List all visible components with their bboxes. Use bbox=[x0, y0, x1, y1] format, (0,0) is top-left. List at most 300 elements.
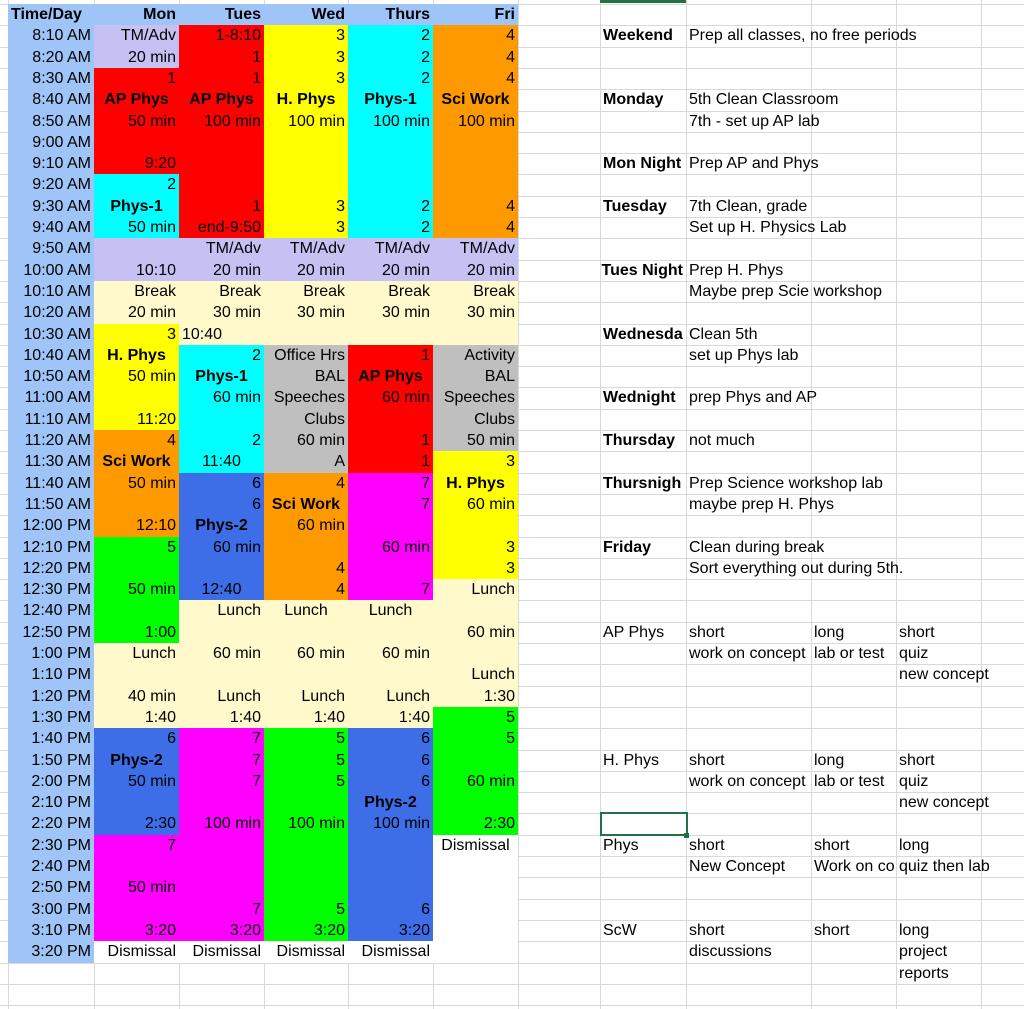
note-day-label[interactable]: Thursnigh bbox=[603, 475, 682, 492]
plan-cell[interactable]: quiz bbox=[899, 645, 929, 662]
schedule-cell-wed[interactable]: BAL bbox=[264, 366, 348, 387]
plan-cell[interactable]: quiz then lab bbox=[899, 858, 990, 875]
schedule-cell-mon[interactable] bbox=[94, 856, 179, 877]
schedule-cell-mon[interactable]: 40 min bbox=[94, 686, 179, 707]
schedule-cell-thu[interactable]: Lunch bbox=[348, 600, 433, 622]
schedule-cell-thu[interactable]: Break bbox=[348, 281, 433, 302]
time-cell[interactable]: 2:10 PM bbox=[8, 792, 94, 813]
time-cell[interactable]: 3:10 PM bbox=[8, 920, 94, 941]
schedule-cell-thu[interactable]: 6 bbox=[348, 771, 433, 792]
time-cell[interactable]: 8:20 AM bbox=[8, 47, 94, 68]
time-cell[interactable]: 11:00 AM bbox=[8, 387, 94, 409]
schedule-cell-mon[interactable]: 50 min bbox=[94, 366, 179, 387]
schedule-cell-thu[interactable] bbox=[348, 153, 433, 174]
schedule-cell-thu[interactable]: 2 bbox=[348, 25, 433, 47]
schedule-cell-fri[interactable] bbox=[433, 856, 518, 877]
plan-cell[interactable]: work on concept bbox=[689, 645, 806, 662]
time-cell[interactable]: 9:10 AM bbox=[8, 153, 94, 174]
schedule-cell-thu[interactable]: 1 bbox=[348, 345, 433, 366]
schedule-cell-mon[interactable] bbox=[94, 558, 179, 579]
time-cell[interactable]: 2:50 PM bbox=[8, 877, 94, 899]
schedule-cell-thu[interactable]: 2 bbox=[348, 217, 433, 238]
schedule-cell-fri[interactable]: 1:30 bbox=[433, 686, 518, 707]
schedule-cell-wed[interactable]: 4 bbox=[264, 579, 348, 600]
schedule-cell-wed[interactable] bbox=[264, 622, 348, 643]
plan-cell[interactable]: New Concept bbox=[689, 858, 786, 875]
schedule-cell-thu[interactable]: 6 bbox=[348, 750, 433, 771]
schedule-cell-tue[interactable]: 1 bbox=[179, 68, 264, 89]
note-day-label[interactable]: Tuesday bbox=[603, 198, 667, 215]
schedule-cell-tue[interactable]: 7 bbox=[179, 899, 264, 920]
schedule-cell-mon[interactable]: 3:20 bbox=[94, 920, 179, 941]
note-text[interactable]: Clean 5th bbox=[689, 326, 758, 343]
note-day-label[interactable]: Weekend bbox=[603, 27, 673, 44]
schedule-cell-mon[interactable] bbox=[94, 494, 179, 515]
schedule-cell-thu[interactable]: 100 min bbox=[348, 111, 433, 132]
schedule-cell-wed[interactable] bbox=[264, 153, 348, 174]
schedule-cell-tue[interactable]: 60 min bbox=[179, 387, 264, 409]
schedule-cell-fri[interactable] bbox=[433, 899, 518, 920]
schedule-cell-thu[interactable]: 60 min bbox=[348, 537, 433, 558]
schedule-cell-wed[interactable]: 60 min bbox=[264, 643, 348, 664]
schedule-cell-tue[interactable]: 11:40 bbox=[179, 451, 264, 473]
time-cell[interactable]: 10:00 AM bbox=[8, 260, 94, 281]
schedule-cell-fri[interactable]: 100 min bbox=[433, 111, 518, 132]
schedule-cell-tue[interactable]: 2 bbox=[179, 430, 264, 451]
schedule-cell-mon[interactable]: Sci Work bbox=[94, 451, 179, 473]
schedule-cell-fri[interactable]: 2:30 bbox=[433, 813, 518, 835]
schedule-cell-wed[interactable]: Office Hrs bbox=[264, 345, 348, 366]
schedule-cell-mon[interactable]: 50 min bbox=[94, 473, 179, 494]
header-mon[interactable]: Mon bbox=[94, 4, 179, 25]
time-cell[interactable]: 1:30 PM bbox=[8, 707, 94, 728]
schedule-cell-fri[interactable] bbox=[433, 920, 518, 941]
schedule-cell-tue[interactable]: Lunch bbox=[179, 686, 264, 707]
schedule-cell-mon[interactable] bbox=[94, 792, 179, 813]
schedule-cell-thu[interactable] bbox=[348, 515, 433, 537]
schedule-cell-mon[interactable]: 50 min bbox=[94, 877, 179, 899]
time-cell[interactable]: 10:10 AM bbox=[8, 281, 94, 302]
schedule-cell-mon[interactable]: Dismissal bbox=[94, 941, 179, 963]
schedule-cell-fri[interactable]: 60 min bbox=[433, 622, 518, 643]
schedule-cell-fri[interactable]: 60 min bbox=[433, 494, 518, 515]
schedule-cell-mon[interactable] bbox=[94, 132, 179, 153]
schedule-cell-fri[interactable] bbox=[433, 153, 518, 174]
schedule-cell-mon[interactable]: Break bbox=[94, 281, 179, 302]
schedule-cell-wed[interactable]: Lunch bbox=[264, 686, 348, 707]
time-cell[interactable]: 12:10 PM bbox=[8, 537, 94, 558]
schedule-cell-mon[interactable]: 7 bbox=[94, 835, 179, 856]
schedule-cell-mon[interactable] bbox=[94, 899, 179, 920]
schedule-cell-wed[interactable]: 3 bbox=[264, 47, 348, 68]
time-cell[interactable]: 11:40 AM bbox=[8, 473, 94, 494]
schedule-cell-fri[interactable] bbox=[433, 600, 518, 622]
schedule-cell-wed[interactable]: 5 bbox=[264, 899, 348, 920]
schedule-cell-tue[interactable] bbox=[179, 409, 264, 430]
schedule-cell-tue[interactable] bbox=[179, 664, 264, 686]
schedule-cell-mon[interactable]: AP Phys bbox=[94, 89, 179, 111]
schedule-cell-thu[interactable]: 7 bbox=[348, 579, 433, 600]
schedule-cell-mon[interactable]: 20 min bbox=[94, 302, 179, 324]
schedule-cell-wed[interactable]: 3:20 bbox=[264, 920, 348, 941]
schedule-cell-wed[interactable]: TM/Adv bbox=[264, 238, 348, 260]
schedule-cell-mon[interactable] bbox=[94, 664, 179, 686]
schedule-cell-wed[interactable]: 1:40 bbox=[264, 707, 348, 728]
schedule-cell-mon[interactable]: 20 min bbox=[94, 47, 179, 68]
schedule-cell-thu[interactable]: 1:40 bbox=[348, 707, 433, 728]
schedule-cell-wed[interactable]: 60 min bbox=[264, 515, 348, 537]
schedule-cell-fri[interactable]: H. Phys bbox=[433, 473, 518, 494]
time-cell[interactable]: 8:10 AM bbox=[8, 25, 94, 47]
schedule-cell-wed[interactable]: Dismissal bbox=[264, 941, 348, 963]
fill-handle[interactable] bbox=[684, 833, 689, 838]
plan-cell[interactable]: ScW bbox=[603, 922, 637, 939]
time-cell[interactable]: 2:40 PM bbox=[8, 856, 94, 877]
schedule-cell-thu[interactable] bbox=[348, 664, 433, 686]
schedule-cell-fri[interactable] bbox=[433, 324, 518, 345]
schedule-cell-tue[interactable]: 1-8:10 bbox=[179, 25, 264, 47]
schedule-cell-fri[interactable] bbox=[433, 515, 518, 537]
note-text[interactable]: maybe prep H. Phys bbox=[689, 496, 834, 513]
schedule-cell-wed[interactable] bbox=[264, 537, 348, 558]
schedule-cell-mon[interactable]: 50 min bbox=[94, 771, 179, 792]
schedule-cell-thu[interactable] bbox=[348, 835, 433, 856]
schedule-cell-mon[interactable]: H. Phys bbox=[94, 345, 179, 366]
note-text[interactable]: Clean during break bbox=[689, 539, 825, 556]
schedule-cell-fri[interactable]: 5 bbox=[433, 728, 518, 750]
schedule-cell-mon[interactable]: 50 min bbox=[94, 579, 179, 600]
time-cell[interactable]: 3:00 PM bbox=[8, 899, 94, 920]
schedule-cell-thu[interactable]: 60 min bbox=[348, 643, 433, 664]
time-cell[interactable]: 10:30 AM bbox=[8, 324, 94, 345]
schedule-cell-thu[interactable] bbox=[348, 877, 433, 899]
schedule-cell-tue[interactable] bbox=[179, 153, 264, 174]
note-day-label[interactable]: Monday bbox=[603, 91, 664, 108]
schedule-cell-thu[interactable]: 7 bbox=[348, 494, 433, 515]
schedule-cell-fri[interactable]: Speeches bbox=[433, 387, 518, 409]
schedule-cell-fri[interactable]: 60 min bbox=[433, 771, 518, 792]
note-text[interactable]: Prep Science workshop lab bbox=[689, 475, 883, 492]
schedule-cell-wed[interactable]: 3 bbox=[264, 217, 348, 238]
plan-cell[interactable]: lab or test bbox=[814, 773, 885, 790]
schedule-cell-tue[interactable] bbox=[179, 877, 264, 899]
schedule-cell-tue[interactable]: 100 min bbox=[179, 813, 264, 835]
schedule-cell-fri[interactable] bbox=[433, 643, 518, 664]
schedule-cell-thu[interactable] bbox=[348, 558, 433, 579]
schedule-cell-wed[interactable]: A bbox=[264, 451, 348, 473]
schedule-cell-thu[interactable] bbox=[348, 132, 433, 153]
schedule-cell-fri[interactable]: TM/Adv bbox=[433, 238, 518, 260]
schedule-cell-fri[interactable]: Sci Work bbox=[433, 89, 518, 111]
schedule-cell-tue[interactable]: 60 min bbox=[179, 537, 264, 558]
schedule-cell-wed[interactable]: 5 bbox=[264, 728, 348, 750]
schedule-cell-wed[interactable]: 100 min bbox=[264, 813, 348, 835]
time-cell[interactable]: 9:40 AM bbox=[8, 217, 94, 238]
schedule-cell-fri[interactable]: Lunch bbox=[433, 579, 518, 600]
schedule-cell-tue[interactable]: AP Phys bbox=[179, 89, 264, 111]
schedule-cell-fri[interactable]: BAL bbox=[433, 366, 518, 387]
plan-cell[interactable]: new concept bbox=[899, 794, 989, 811]
plan-cell[interactable]: short bbox=[689, 922, 725, 939]
schedule-cell-mon[interactable]: 1:00 bbox=[94, 622, 179, 643]
schedule-cell-wed[interactable]: 5 bbox=[264, 771, 348, 792]
schedule-cell-mon[interactable]: Lunch bbox=[94, 643, 179, 664]
schedule-cell-mon[interactable]: 2 bbox=[94, 174, 179, 196]
note-text[interactable]: set up Phys lab bbox=[689, 347, 799, 364]
schedule-cell-tue[interactable]: 2 bbox=[179, 345, 264, 366]
plan-cell[interactable]: lab or test bbox=[814, 645, 885, 662]
schedule-cell-fri[interactable]: 3 bbox=[433, 558, 518, 579]
time-cell[interactable]: 11:20 AM bbox=[8, 430, 94, 451]
schedule-cell-tue[interactable] bbox=[179, 835, 264, 856]
time-cell[interactable]: 10:50 AM bbox=[8, 366, 94, 387]
header-thurs[interactable]: Thurs bbox=[348, 4, 433, 25]
schedule-cell-thu[interactable]: Lunch bbox=[348, 686, 433, 707]
schedule-cell-fri[interactable]: 4 bbox=[433, 25, 518, 47]
schedule-cell-tue[interactable]: Phys-1 bbox=[179, 366, 264, 387]
time-cell[interactable]: 1:00 PM bbox=[8, 643, 94, 664]
schedule-cell-thu[interactable]: 7 bbox=[348, 473, 433, 494]
schedule-cell-tue[interactable]: 3:20 bbox=[179, 920, 264, 941]
schedule-cell-mon[interactable]: 4 bbox=[94, 430, 179, 451]
plan-cell[interactable]: long bbox=[814, 624, 845, 641]
schedule-cell-thu[interactable] bbox=[348, 174, 433, 196]
schedule-cell-wed[interactable]: 4 bbox=[264, 558, 348, 579]
time-cell[interactable]: 8:30 AM bbox=[8, 68, 94, 89]
schedule-cell-wed[interactable]: Sci Work bbox=[264, 494, 348, 515]
schedule-cell-tue[interactable]: 100 min bbox=[179, 111, 264, 132]
schedule-cell-fri[interactable]: 4 bbox=[433, 217, 518, 238]
schedule-cell-fri[interactable] bbox=[433, 132, 518, 153]
schedule-cell-tue[interactable]: 1 bbox=[179, 47, 264, 68]
time-cell[interactable]: 11:50 AM bbox=[8, 494, 94, 515]
time-cell[interactable]: 12:30 PM bbox=[8, 579, 94, 600]
header-wed[interactable]: Wed bbox=[264, 4, 348, 25]
plan-cell[interactable]: Phys bbox=[603, 837, 639, 854]
schedule-cell-fri[interactable] bbox=[433, 792, 518, 813]
schedule-cell-tue[interactable]: 1:40 bbox=[179, 707, 264, 728]
schedule-cell-tue[interactable]: Phys-2 bbox=[179, 515, 264, 537]
time-cell[interactable]: 1:40 PM bbox=[8, 728, 94, 750]
schedule-cell-thu[interactable]: 20 min bbox=[348, 260, 433, 281]
schedule-cell-wed[interactable]: 3 bbox=[264, 196, 348, 217]
schedule-cell-thu[interactable]: 1 bbox=[348, 430, 433, 451]
schedule-cell-wed[interactable]: 5 bbox=[264, 750, 348, 771]
schedule-cell-tue[interactable]: 7 bbox=[179, 771, 264, 792]
schedule-cell-tue[interactable]: Lunch bbox=[179, 600, 264, 622]
note-day-label[interactable]: Mon Night bbox=[603, 155, 682, 172]
schedule-cell-wed[interactable]: Break bbox=[264, 281, 348, 302]
schedule-cell-wed[interactable]: 60 min bbox=[264, 430, 348, 451]
schedule-cell-fri[interactable]: Clubs bbox=[433, 409, 518, 430]
schedule-cell-fri[interactable]: 20 min bbox=[433, 260, 518, 281]
schedule-cell-mon[interactable]: 6 bbox=[94, 728, 179, 750]
schedule-cell-fri[interactable]: Dismissal bbox=[433, 835, 518, 856]
note-text[interactable]: not much bbox=[689, 432, 755, 449]
schedule-cell-mon[interactable]: 1 bbox=[94, 68, 179, 89]
plan-cell[interactable]: short bbox=[814, 837, 850, 854]
header-timeday[interactable]: Time/Day bbox=[8, 4, 94, 25]
schedule-cell-tue[interactable]: 6 bbox=[179, 494, 264, 515]
schedule-cell-wed[interactable]: 20 min bbox=[264, 260, 348, 281]
schedule-cell-tue[interactable]: Dismissal bbox=[179, 941, 264, 963]
schedule-cell-wed[interactable] bbox=[264, 792, 348, 813]
time-cell[interactable]: 1:10 PM bbox=[8, 664, 94, 686]
plan-cell[interactable]: short bbox=[689, 837, 725, 854]
schedule-cell-tue[interactable] bbox=[179, 132, 264, 153]
schedule-cell-tue[interactable]: 1 bbox=[179, 196, 264, 217]
schedule-cell-mon[interactable]: 50 min bbox=[94, 111, 179, 132]
schedule-cell-tue[interactable]: TM/Adv bbox=[179, 238, 264, 260]
schedule-cell-thu[interactable]: 30 min bbox=[348, 302, 433, 324]
schedule-cell-thu[interactable] bbox=[348, 622, 433, 643]
schedule-cell-mon[interactable]: 3 bbox=[94, 324, 179, 345]
time-cell[interactable]: 12:20 PM bbox=[8, 558, 94, 579]
schedule-cell-wed[interactable]: 100 min bbox=[264, 111, 348, 132]
schedule-cell-thu[interactable]: 1 bbox=[348, 451, 433, 473]
schedule-cell-thu[interactable]: Phys-2 bbox=[348, 792, 433, 813]
schedule-cell-tue[interactable] bbox=[179, 558, 264, 579]
plan-cell[interactable]: discussions bbox=[689, 943, 772, 960]
schedule-cell-tue[interactable]: end-9:50 bbox=[179, 217, 264, 238]
schedule-cell-wed[interactable]: 30 min bbox=[264, 302, 348, 324]
schedule-cell-thu[interactable] bbox=[348, 409, 433, 430]
schedule-cell-tue[interactable]: 7 bbox=[179, 728, 264, 750]
schedule-cell-wed[interactable] bbox=[264, 174, 348, 196]
note-day-label[interactable]: Wednesda bbox=[603, 326, 683, 343]
header-fri[interactable]: Fri bbox=[433, 4, 518, 25]
note-text[interactable]: Prep H. Phys bbox=[689, 262, 784, 279]
time-cell[interactable]: 12:50 PM bbox=[8, 622, 94, 643]
time-cell[interactable]: 12:00 PM bbox=[8, 515, 94, 537]
schedule-cell-mon[interactable]: Phys-2 bbox=[94, 750, 179, 771]
schedule-cell-mon[interactable]: 2:30 bbox=[94, 813, 179, 835]
schedule-cell-thu[interactable]: 6 bbox=[348, 899, 433, 920]
plan-cell[interactable]: short bbox=[689, 752, 725, 769]
schedule-cell-mon[interactable]: 11:20 bbox=[94, 409, 179, 430]
schedule-cell-thu[interactable]: Dismissal bbox=[348, 941, 433, 963]
schedule-cell-mon[interactable]: Phys-1 bbox=[94, 196, 179, 217]
schedule-cell-mon[interactable] bbox=[94, 600, 179, 622]
schedule-cell-tue[interactable] bbox=[179, 622, 264, 643]
time-cell[interactable]: 9:20 AM bbox=[8, 174, 94, 196]
header-tues[interactable]: Tues bbox=[179, 4, 264, 25]
plan-cell[interactable]: Work on co bbox=[814, 858, 895, 875]
plan-cell[interactable]: short bbox=[689, 624, 725, 641]
schedule-cell-wed[interactable]: 4 bbox=[264, 473, 348, 494]
time-cell[interactable]: 10:20 AM bbox=[8, 302, 94, 324]
plan-cell[interactable]: quiz bbox=[899, 773, 929, 790]
schedule-cell-thu[interactable]: 100 min bbox=[348, 813, 433, 835]
schedule-cell-wed[interactable]: Clubs bbox=[264, 409, 348, 430]
time-cell[interactable]: 2:30 PM bbox=[8, 835, 94, 856]
schedule-cell-thu[interactable]: 6 bbox=[348, 728, 433, 750]
schedule-cell-thu[interactable] bbox=[348, 324, 433, 345]
plan-cell[interactable]: project bbox=[899, 943, 948, 960]
time-cell[interactable]: 9:00 AM bbox=[8, 132, 94, 153]
note-day-label[interactable]: Thursday bbox=[603, 432, 676, 449]
schedule-cell-mon[interactable]: 9:20 bbox=[94, 153, 179, 174]
plan-cell[interactable]: AP Phys bbox=[603, 624, 665, 641]
schedule-cell-thu[interactable]: 2 bbox=[348, 68, 433, 89]
time-cell[interactable]: 1:50 PM bbox=[8, 750, 94, 771]
schedule-cell-mon[interactable]: 50 min bbox=[94, 217, 179, 238]
schedule-cell-wed[interactable]: 3 bbox=[264, 68, 348, 89]
note-text[interactable]: Maybe prep Scie workshop bbox=[689, 283, 882, 300]
schedule-cell-thu[interactable]: Phys-1 bbox=[348, 89, 433, 111]
schedule-cell-thu[interactable]: 60 min bbox=[348, 387, 433, 409]
schedule-cell-fri[interactable]: Lunch bbox=[433, 664, 518, 686]
schedule-cell-fri[interactable]: 4 bbox=[433, 196, 518, 217]
time-cell[interactable]: 8:50 AM bbox=[8, 111, 94, 132]
schedule-cell-wed[interactable] bbox=[264, 132, 348, 153]
schedule-cell-tue[interactable]: 30 min bbox=[179, 302, 264, 324]
schedule-cell-fri[interactable]: 4 bbox=[433, 68, 518, 89]
schedule-cell-wed[interactable]: Speeches bbox=[264, 387, 348, 409]
time-cell[interactable]: 11:10 AM bbox=[8, 409, 94, 430]
note-text[interactable]: 7th - set up AP lab bbox=[689, 113, 820, 130]
schedule-cell-thu[interactable] bbox=[348, 856, 433, 877]
note-text[interactable]: 5th Clean Classroom bbox=[689, 91, 839, 108]
note-text[interactable]: 7th Clean, grade bbox=[689, 198, 808, 215]
plan-cell[interactable]: short bbox=[899, 624, 935, 641]
schedule-cell-fri[interactable]: 50 min bbox=[433, 430, 518, 451]
time-cell[interactable]: 8:40 AM bbox=[8, 89, 94, 111]
schedule-cell-mon[interactable]: 12:10 bbox=[94, 515, 179, 537]
time-cell[interactable]: 1:20 PM bbox=[8, 686, 94, 707]
schedule-cell-wed[interactable] bbox=[264, 835, 348, 856]
schedule-cell-mon[interactable]: 1:40 bbox=[94, 707, 179, 728]
schedule-cell-fri[interactable] bbox=[433, 174, 518, 196]
plan-cell[interactable]: long bbox=[899, 837, 930, 854]
schedule-cell-fri[interactable]: Break bbox=[433, 281, 518, 302]
plan-cell[interactable]: short bbox=[899, 752, 935, 769]
note-text[interactable]: Set up H. Physics Lab bbox=[689, 219, 847, 236]
schedule-cell-mon[interactable]: 10:10 bbox=[94, 260, 179, 281]
schedule-cell-wed[interactable] bbox=[264, 324, 348, 345]
plan-cell[interactable]: short bbox=[814, 922, 850, 939]
schedule-cell-tue[interactable]: 60 min bbox=[179, 643, 264, 664]
schedule-cell-tue[interactable]: 6 bbox=[179, 473, 264, 494]
schedule-cell-tue[interactable] bbox=[179, 856, 264, 877]
schedule-cell-thu[interactable]: AP Phys bbox=[348, 366, 433, 387]
plan-cell[interactable]: long bbox=[899, 922, 930, 939]
time-cell[interactable]: 3:20 PM bbox=[8, 941, 94, 963]
note-text[interactable]: Sort everything out during 5th. bbox=[689, 560, 904, 577]
schedule-cell-fri[interactable]: 3 bbox=[433, 537, 518, 558]
schedule-cell-mon[interactable]: 5 bbox=[94, 537, 179, 558]
schedule-cell-thu[interactable]: 2 bbox=[348, 196, 433, 217]
plan-cell[interactable]: H. Phys bbox=[603, 752, 660, 769]
schedule-cell-tue[interactable]: 20 min bbox=[179, 260, 264, 281]
schedule-cell-fri[interactable] bbox=[433, 941, 518, 963]
time-cell[interactable]: 9:50 AM bbox=[8, 238, 94, 260]
time-cell[interactable]: 9:30 AM bbox=[8, 196, 94, 217]
schedule-cell-tue[interactable]: 10:40 bbox=[179, 324, 264, 345]
schedule-cell-fri[interactable] bbox=[433, 877, 518, 899]
schedule-cell-fri[interactable] bbox=[433, 750, 518, 771]
note-text[interactable]: Prep all classes, no free periods bbox=[689, 27, 917, 44]
schedule-cell-wed[interactable]: H. Phys bbox=[264, 89, 348, 111]
note-day-label[interactable]: Tues Night bbox=[601, 262, 683, 279]
plan-cell[interactable]: work on concept bbox=[689, 773, 806, 790]
schedule-cell-thu[interactable]: TM/Adv bbox=[348, 238, 433, 260]
note-day-label[interactable]: Friday bbox=[603, 539, 652, 556]
schedule-cell-wed[interactable] bbox=[264, 877, 348, 899]
schedule-cell-mon[interactable]: TM/Adv bbox=[94, 25, 179, 47]
schedule-cell-tue[interactable] bbox=[179, 174, 264, 196]
schedule-cell-mon[interactable] bbox=[94, 387, 179, 409]
